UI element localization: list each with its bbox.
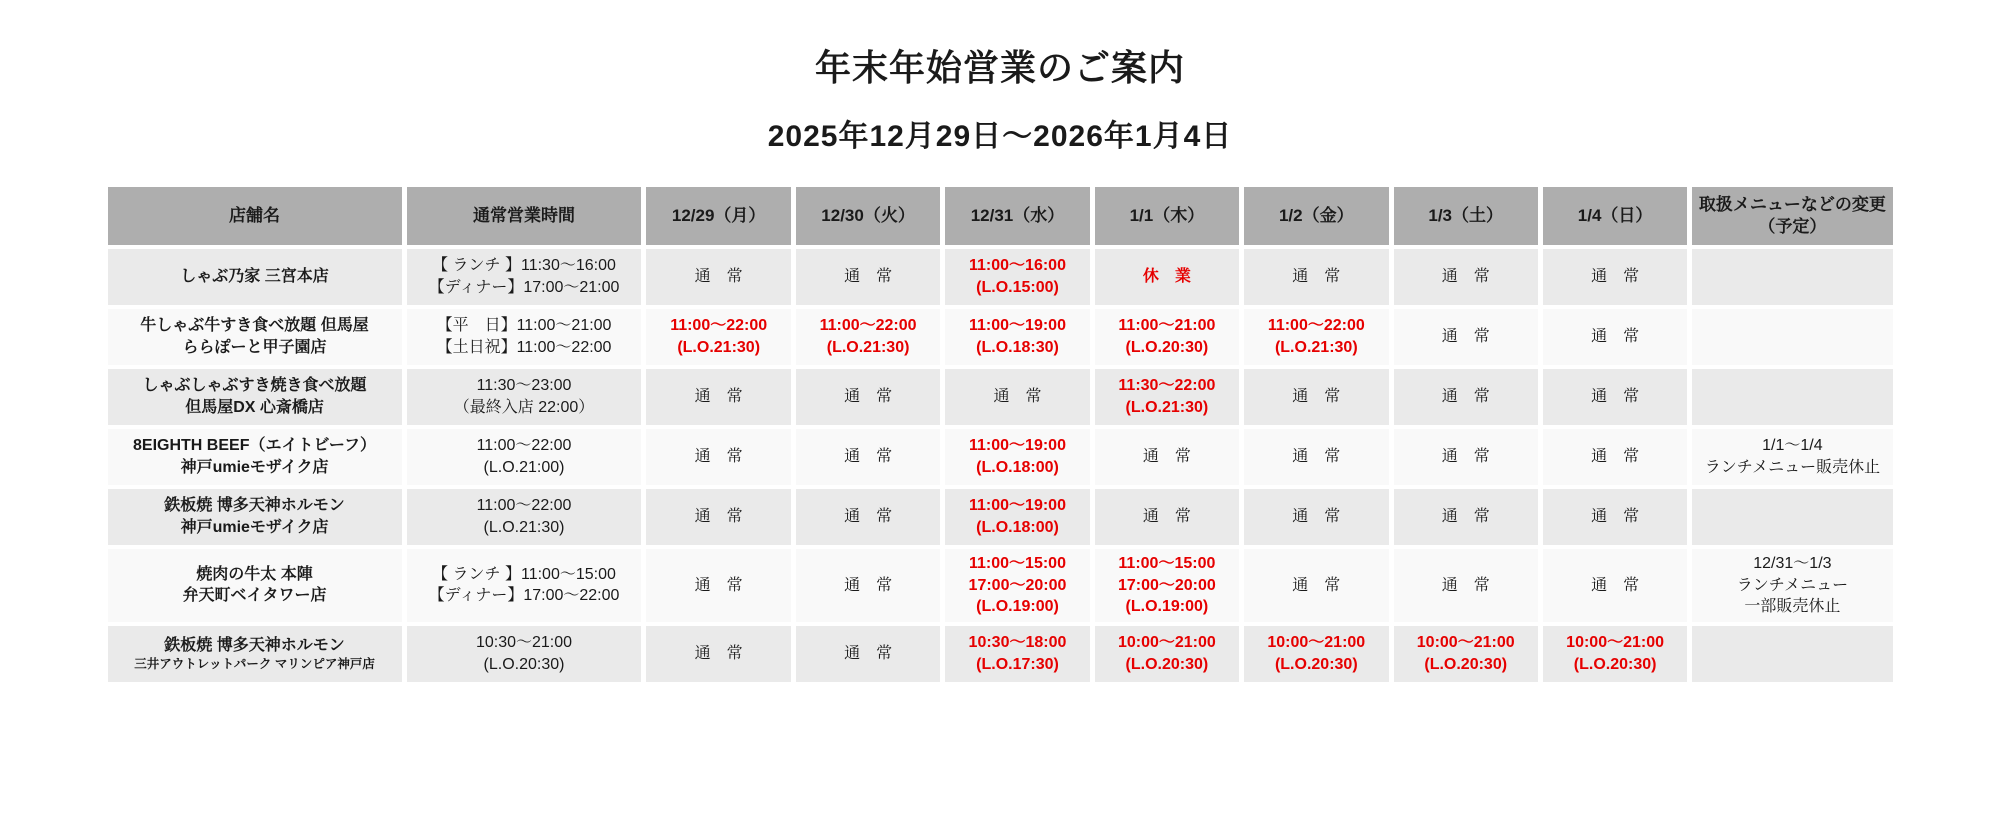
cell-line: 11:30〜23:00 [476,377,572,395]
day-cell-1-3-sat [1394,309,1538,365]
cell-line: 通常営業時間 [473,205,576,225]
day-cell-1-2-fri [1244,429,1388,485]
cell-line: 12/31〜1/3 [1753,555,1832,572]
cell-line: 【平 日】11:00〜21:00 [436,317,612,335]
cell-line: 10:00〜21:00 [1566,634,1665,652]
day-cell-1-1-thu [1095,369,1239,425]
cell-line: 通 常 [1441,388,1490,406]
cell-line: 通 常 [844,388,893,406]
column-header-12-31-wed [945,187,1089,245]
day-cell-12-29-mon [646,429,790,485]
store-name-cell [108,369,402,425]
cell-line: 通 常 [844,268,893,286]
day-cell-1-3-sat [1394,429,1538,485]
cell-line: 通 常 [1142,448,1191,466]
cell-line: 鉄板焼 博多天神ホルモン [164,497,345,515]
day-cell-12-31-wed [945,626,1089,682]
cell-line: 三井アウトレットパーク マリンピア神戸店 [134,657,375,672]
day-cell-12-30-tue [796,249,940,305]
cell-line: 11:00〜15:00 [1118,555,1216,572]
cell-line: 通 常 [694,388,743,406]
cell-line: 1/3（土） [1428,205,1504,225]
cell-line: (L.O.19:00) [1125,598,1209,616]
day-cell-12-29-mon [646,369,790,425]
day-cell-1-1-thu [1095,626,1239,682]
cell-line: 17:00〜20:00 [1117,576,1216,594]
cell-line: (L.O.18:00) [976,519,1059,536]
store-row [108,309,1893,365]
day-cell-12-31-wed [945,489,1089,545]
store-row [108,249,1893,305]
store-row [108,626,1893,682]
cell-line: 牛しゃぶ牛すき食べ放題 但馬屋 [140,317,369,335]
day-cell-1-4-sun [1543,429,1687,485]
cell-line: (L.O.20:30) [1125,655,1209,673]
cell-line: 通 常 [993,388,1042,406]
cell-line: (L.O.20:30) [1424,655,1508,673]
cell-line: 1/1〜1/4 [1762,437,1823,455]
cell-line: しゃぶしゃぶすき焼き食べ放題 [142,377,367,395]
day-cell-12-30-tue [796,549,940,622]
normal-hours-cell [407,429,642,485]
cell-line: 【 ランチ 】11:00〜15:00 [432,565,616,583]
day-cell-1-4-sun [1543,626,1687,682]
menu-change-cell [1692,549,1892,622]
cell-line: (L.O.18:30) [976,339,1059,356]
day-cell-1-1-thu [1095,249,1239,305]
cell-line: 一部販売休止 [1744,598,1841,616]
cell-line: 弁天町ベイタワー店 [182,587,327,605]
cell-line: 11:00〜22:00 [476,437,572,455]
cell-line: 11:00〜19:00 [969,437,1066,455]
day-cell-1-1-thu [1095,429,1239,485]
cell-line: 10:30〜18:00 [968,634,1067,652]
cell-line: (L.O.18:00) [976,459,1059,476]
day-cell-1-2-fri [1244,489,1388,545]
store-row [108,369,1893,425]
column-header-normal-hours [407,187,642,245]
cell-line: 11:00〜22:00 [670,317,768,335]
cell-line: 通 常 [694,508,743,526]
cell-line: 【ディナー】17:00〜21:00 [428,279,620,296]
cell-line: 通 常 [1292,448,1341,466]
day-cell-12-30-tue [796,309,940,365]
cell-line: (L.O.21:30) [1274,339,1358,356]
day-cell-12-29-mon [646,489,790,545]
cell-line: 11:00〜22:00 [819,317,917,335]
cell-line: 通 常 [1292,388,1341,406]
day-cell-1-4-sun [1543,369,1687,425]
day-cell-12-29-mon [646,309,790,365]
cell-line: 17:00〜20:00 [968,576,1067,594]
cell-line: 11:30〜22:00 [1118,377,1216,395]
cell-line: (L.O.21:30) [677,339,761,356]
day-cell-1-2-fri [1244,249,1388,305]
cell-line: (L.O.17:30) [976,655,1059,673]
day-cell-12-29-mon [646,549,790,622]
column-header-12-30-tue [796,187,940,245]
cell-line: 10:00〜21:00 [1267,634,1366,652]
menu-change-cell [1692,429,1892,485]
cell-line: 11:00〜19:00 [969,317,1066,335]
cell-line: (L.O.21:30) [826,339,910,356]
header-row [108,187,1893,245]
store-name-cell [108,249,402,305]
cell-line: (L.O.20:30) [1125,339,1209,356]
store-name-cell [108,626,402,682]
day-cell-1-1-thu [1095,549,1239,622]
cell-line: 通 常 [844,576,893,594]
day-cell-1-2-fri [1244,369,1388,425]
menu-change-cell [1692,369,1892,425]
cell-line: ランチメニュー [1736,576,1849,594]
cell-line: 神戸umieモザイク店 [180,519,329,536]
cell-line: (L.O.19:00) [976,598,1059,616]
day-cell-1-3-sat [1394,489,1538,545]
normal-hours-cell [407,249,642,305]
cell-line: 通 常 [1591,448,1640,466]
cell-line: 通 常 [1441,448,1490,466]
cell-line: 通 常 [1591,576,1640,594]
cell-line: 12/30（火） [821,205,915,225]
cell-line: 通 常 [694,268,743,286]
cell-line: 10:00〜21:00 [1416,634,1515,652]
cell-line: 通 常 [1142,508,1191,526]
cell-line: 休 業 [1142,268,1191,286]
cell-line: （最終入店 22:00） [453,399,595,416]
day-cell-1-2-fri [1244,549,1388,622]
column-header-1-4-sun [1543,187,1687,245]
cell-line: (L.O.21:30) [1125,399,1209,416]
page-subtitle: 2025年12月29日〜2026年1月4日 [767,120,1233,153]
cell-line: (L.O.21:30) [483,519,565,536]
cell-line: (L.O.20:30) [483,655,565,673]
store-name-cell [108,429,402,485]
cell-line: 8EIGHTH BEEF（エイトビーフ） [133,437,377,455]
cell-line: 12/31（水） [970,205,1065,225]
cell-line: 10:00〜21:00 [1117,634,1216,652]
cell-line: 1/1（木） [1129,205,1205,225]
column-header-store [108,187,402,245]
day-cell-1-4-sun [1543,249,1687,305]
table-body [108,249,1893,682]
cell-line: (L.O.21:00) [483,459,565,476]
cell-line: 鉄板焼 博多天神ホルモン [164,636,345,654]
menu-change-cell [1692,489,1892,545]
cell-line: (L.O.20:30) [1274,655,1358,673]
normal-hours-cell [407,626,642,682]
cell-line: 通 常 [1441,268,1490,286]
day-cell-12-29-mon [646,626,790,682]
cell-line: 11:00〜19:00 [969,497,1066,515]
day-cell-1-1-thu [1095,309,1239,365]
day-cell-12-30-tue [796,429,940,485]
cell-line: 11:00〜21:00 [1118,317,1216,335]
page-title: 年末年始営業のご案内 [814,47,1185,88]
cell-line: 但馬屋DX 心斎橋店 [185,399,324,416]
store-name-cell [108,309,402,365]
cell-line: 通 常 [1292,508,1341,526]
cell-line: 通 常 [1591,268,1640,286]
cell-line: 通 常 [694,644,743,662]
store-row [108,429,1893,485]
day-cell-12-30-tue [796,626,940,682]
cell-line: 11:00〜22:00 [476,497,572,515]
cell-line: ランチメニュー販売休止 [1704,459,1881,476]
store-row [108,549,1893,622]
cell-line: しゃぶ乃家 三宮本店 [180,268,329,286]
column-header-1-1-thu [1095,187,1239,245]
cell-line: 通 常 [1292,576,1341,594]
day-cell-1-2-fri [1244,626,1388,682]
cell-line: 焼肉の牛太 本陣 [196,565,313,583]
column-header-12-29-mon [646,187,790,245]
cell-line: (L.O.15:00) [976,279,1059,296]
day-cell-12-30-tue [796,369,940,425]
cell-line: 通 常 [694,448,743,466]
cell-line: 通 常 [844,508,893,526]
cell-line: 通 常 [694,576,743,594]
cell-line: 11:00〜15:00 [969,555,1066,572]
day-cell-1-4-sun [1543,309,1687,365]
cell-line: (L.O.20:30) [1573,655,1657,673]
cell-line: 通 常 [1591,388,1640,406]
cell-line: 1/4（日） [1577,205,1653,225]
cell-line: 通 常 [1591,328,1640,346]
cell-line: （予定） [1758,217,1827,236]
store-name-cell [108,549,402,622]
normal-hours-cell [407,369,642,425]
day-cell-1-3-sat [1394,369,1538,425]
cell-line: 10:30〜21:00 [475,634,573,652]
cell-line: 12/29（月） [671,205,766,225]
cell-line: 11:00〜22:00 [1267,317,1365,335]
day-cell-12-31-wed [945,309,1089,365]
cell-line: 1/2（金） [1278,205,1354,225]
cell-line: 通 常 [1292,268,1341,286]
normal-hours-cell [407,549,642,622]
column-header-1-2-fri [1244,187,1388,245]
cell-line: 通 常 [844,644,893,662]
cell-line: 【 ランチ 】11:30〜16:00 [432,257,616,275]
cell-line: 通 常 [1441,508,1490,526]
cell-line: 神戸umieモザイク店 [180,459,329,476]
day-cell-12-31-wed [945,249,1089,305]
day-cell-1-4-sun [1543,489,1687,545]
day-cell-12-31-wed [945,429,1089,485]
cell-line: 【土日祝】11:00〜22:00 [436,339,612,356]
day-cell-1-1-thu [1095,489,1239,545]
day-cell-1-2-fri [1244,309,1388,365]
column-header-1-3-sat [1394,187,1538,245]
cell-line: 取扱メニューなどの変更 [1698,194,1886,214]
day-cell-1-3-sat [1394,549,1538,622]
day-cell-1-3-sat [1394,249,1538,305]
cell-line: 11:00〜16:00 [969,257,1066,275]
column-header-menu-change [1692,187,1892,245]
day-cell-12-30-tue [796,489,940,545]
day-cell-12-31-wed [945,369,1089,425]
normal-hours-cell [407,489,642,545]
store-name-cell [108,489,402,545]
day-cell-12-29-mon [646,249,790,305]
normal-hours-cell [407,309,642,365]
day-cell-1-4-sun [1543,549,1687,622]
cell-line: ららぽーと甲子園店 [182,339,327,356]
menu-change-cell [1692,249,1892,305]
menu-change-cell [1692,626,1892,682]
cell-line: 通 常 [1441,328,1490,346]
cell-line: 通 常 [844,448,893,466]
cell-line: 通 常 [1591,508,1640,526]
cell-line: 通 常 [1441,576,1490,594]
business-hours-table [103,183,1898,686]
cell-line: 店舗名 [229,205,281,225]
cell-line: 【ディナー】17:00〜22:00 [428,587,620,605]
day-cell-12-31-wed [945,549,1089,622]
menu-change-cell [1692,309,1892,365]
store-row [108,489,1893,545]
day-cell-1-3-sat [1394,626,1538,682]
